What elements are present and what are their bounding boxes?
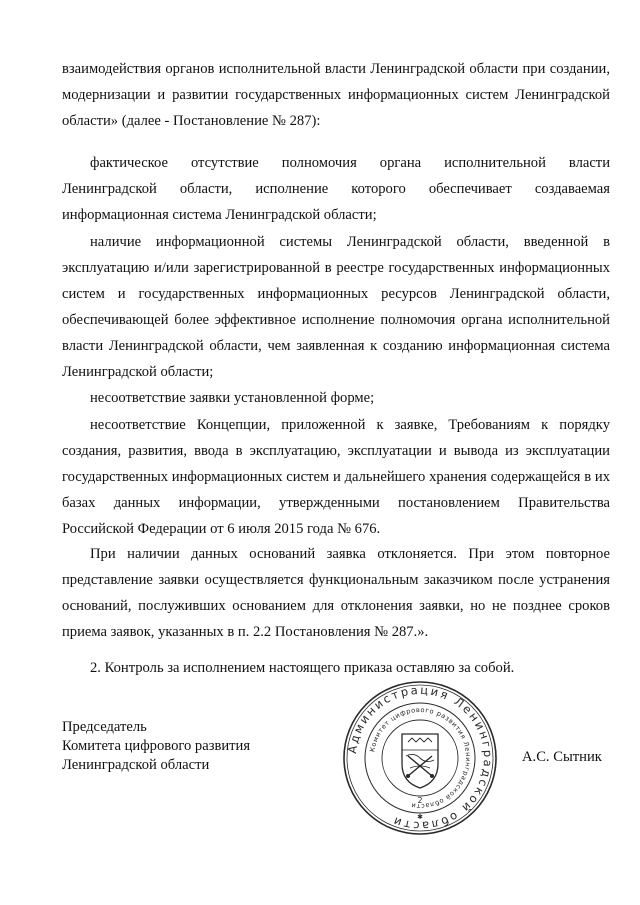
signer-block [62,718,250,775]
seal-star-icon: ✱ [417,813,423,821]
paragraph-form-mismatch: несоответствие заявки установленной форме; [90,390,375,406]
seal-number: 2 [417,796,423,805]
paragraph-continuation: взаимодействия органов исполнительной власти Ленинградской области при создании, модернизации и развитии государственных информационных систем Ленинградской области» (далее - Постановление № 287): [62,61,610,129]
signer-position-line3: Ленинградской области [62,757,210,773]
seal-inner-text: Комитет цифрового развития Ленинградской области [368,705,473,811]
signer-position-line1: Председатель [62,719,147,735]
signer-name: А.С. Сытник [522,749,602,765]
paragraph-rejection: При наличии данных оснований заявка отклоняется. При этом повторное представление заявки осуществляется функциональным заказчиком после устранения оснований, послуживших основанием для отклонения заявки, но не позднее сроков приема заявок, указанных в п. 2.2 Постановления № 287.». [62,546,610,640]
paragraph-control: 2. Контроль за исполнением настоящего приказа оставляю за собой. [90,660,515,676]
coat-of-arms-icon [402,734,438,788]
paragraph-no-authority: фактическое отсутствие полномочия органа исполнительной власти Ленинградской области, исполнение которого обеспечивает создаваемая информационная система Ленинградской области; [62,155,610,223]
seal-outer-text: Администрация Ленинградской области [345,682,496,834]
official-seal-stamp [340,678,500,838]
paragraph-concept-mismatch: несоответствие Концепции, приложенной к заявке, Требованиям к порядку создания, развития, ввода в эксплуатацию, эксплуатации и вывода из эксплуатации государственных информационных систем и дальнейшего хранения содержащейся в их базах данных информации, утвержденными постановлением Правительства Российской Федерации от 6 июля 2015 года № 676. [62,417,610,537]
signer-position-line2: Комитета цифрового развития [62,738,251,754]
paragraph-existing-system: наличие информационной системы Ленинградской области, введенной в эксплуатацию и/или зарегистрированной в реестре государственных информационных систем и государственных информационных ресурсов Ленинградской области, обеспечивающей более эффективное исполнение полномочия органа исполнительной власти Ленинградской области, чем заявленная к созданию информационная система Ленинградской области; [62,234,610,380]
